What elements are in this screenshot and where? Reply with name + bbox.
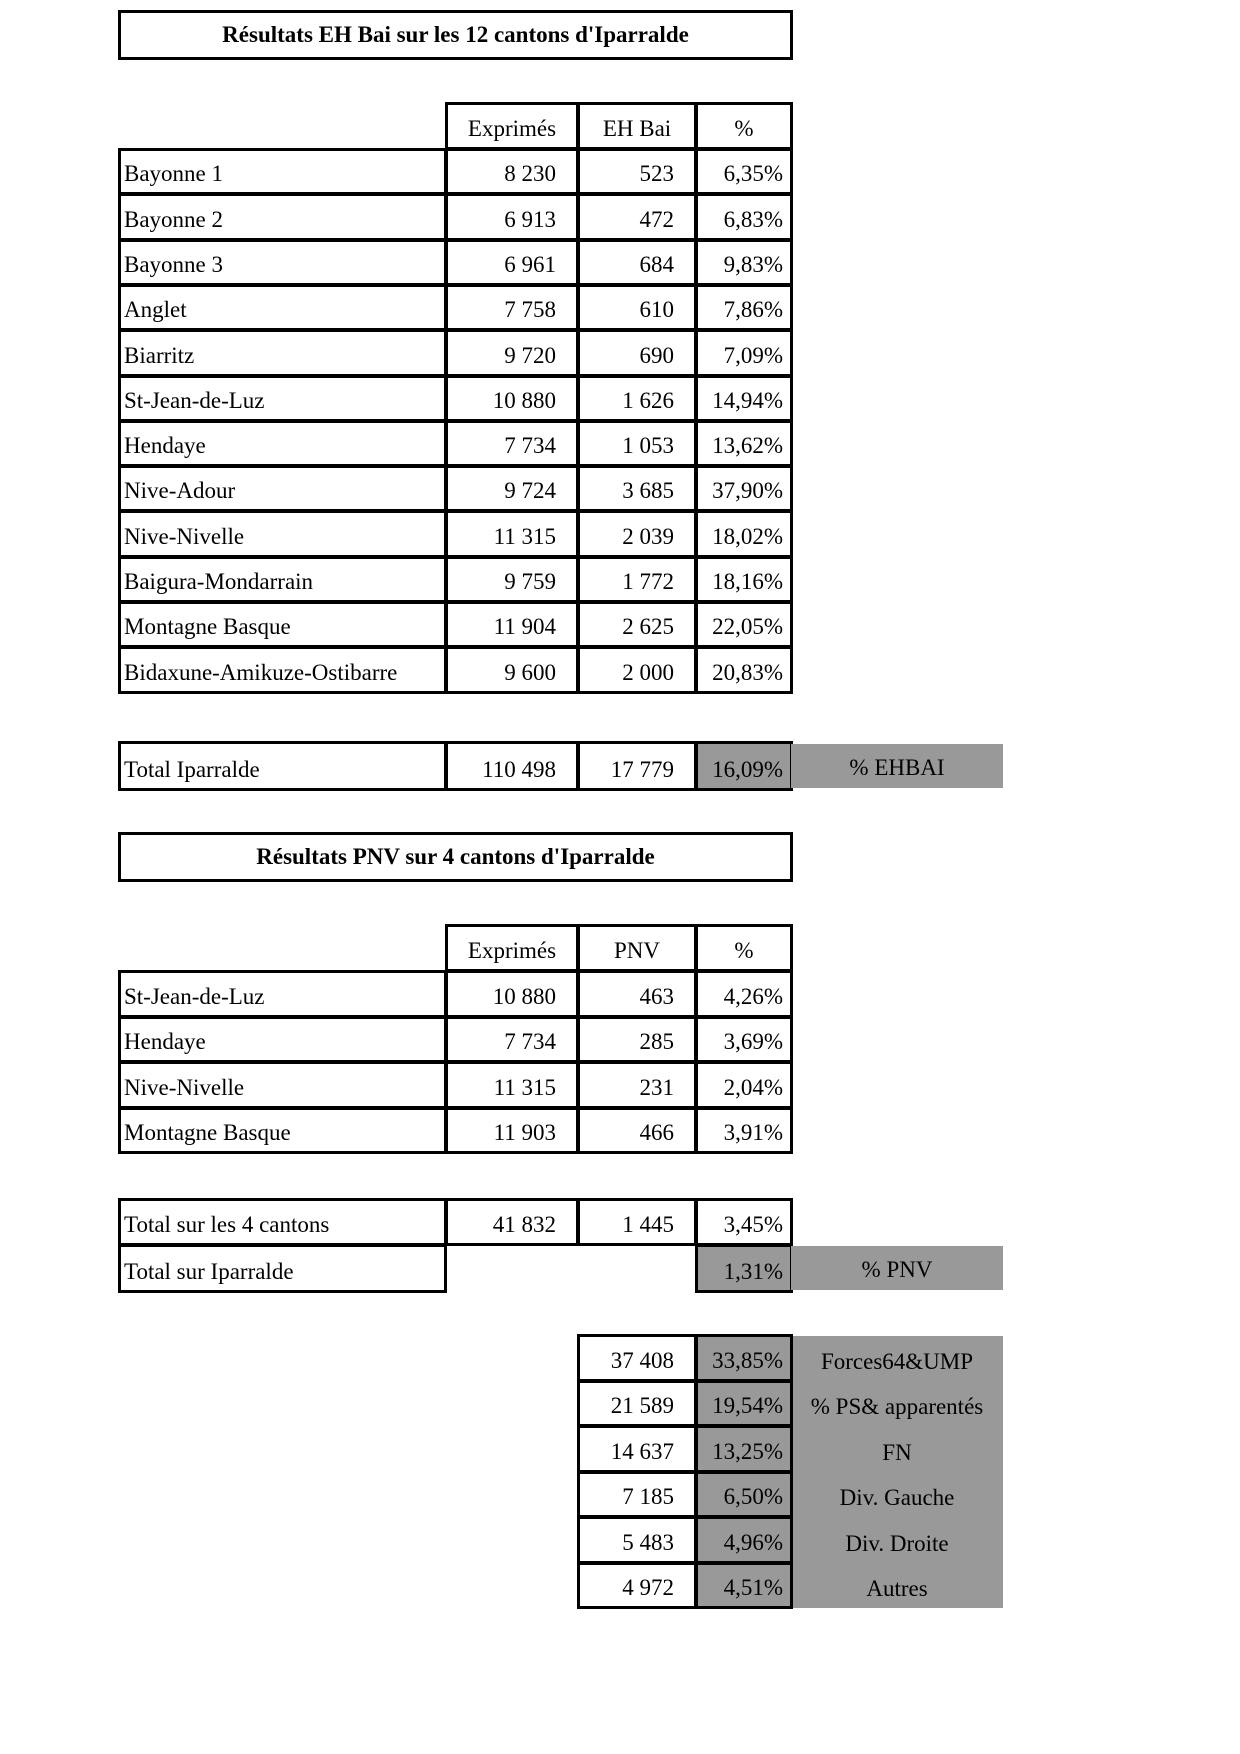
canton-name: Bidaxune-Amikuze-Ostibarre (118, 646, 447, 694)
pnv-votes-value: 463 (577, 970, 697, 1018)
ehbai-votes-value: 684 (577, 239, 697, 286)
canton-name: Anglet (118, 284, 447, 331)
pnv-total4-votes: 1 445 (577, 1198, 697, 1246)
ehbai-shaded-label: % EHBAI (791, 744, 1003, 788)
pnv-shaded-label: % PNV (791, 1246, 1003, 1290)
pnv-canton-name: Nive-Nivelle (118, 1061, 447, 1109)
exprimes-value: 11 904 (445, 601, 579, 648)
ehbai-pct-value: 37,90% (695, 465, 793, 512)
exprimes-value: 9 600 (445, 646, 579, 694)
exprimes-value: 8 230 (445, 148, 579, 195)
other-votes-value: 4 972 (577, 1562, 697, 1609)
other-pct-value: 19,54% (695, 1380, 793, 1427)
canton-name: Montagne Basque (118, 601, 447, 648)
ehbai-pct-value: 18,16% (695, 556, 793, 603)
canton-name: Bayonne 1 (118, 148, 447, 195)
other-party-label: Forces64&UMP (820, 1349, 974, 1374)
ehbai-title: Résultats EH Bai sur les 12 cantons d'Iparralde (118, 10, 793, 60)
exprimes-value: 6 961 (445, 239, 579, 286)
exprimes-value: 9 759 (445, 556, 579, 603)
canton-name: Nive-Nivelle (118, 510, 447, 558)
total-ehbai-pct: 16,09% (695, 741, 793, 791)
ehbai-pct-value: 6,35% (695, 148, 793, 195)
pnv-total-iparralde-pct: 1,31% (695, 1244, 793, 1293)
other-party-label: % PS& apparentés (810, 1394, 984, 1419)
ehbai-votes-value: 3 685 (577, 465, 697, 512)
header-exprimes: Exprimés (445, 102, 579, 150)
pnv-votes-value: 466 (577, 1107, 697, 1154)
pnv-total4-pct: 3,45% (695, 1198, 793, 1246)
pnv-pct-value: 4,26% (695, 970, 793, 1018)
pnv-votes-value: 231 (577, 1061, 697, 1109)
pnv-exprimes-value: 11 903 (445, 1107, 579, 1154)
other-party-label: Autres (866, 1576, 928, 1601)
exprimes-value: 7 758 (445, 284, 579, 331)
pnv-pct-value: 3,91% (695, 1107, 793, 1154)
other-party-label: FN (882, 1440, 912, 1465)
canton-name: Bayonne 3 (118, 239, 447, 286)
canton-name: Nive-Adour (118, 465, 447, 512)
pnv-header-pct: % (695, 924, 793, 972)
total-exprimes: 110 498 (445, 741, 579, 791)
exprimes-value: 10 880 (445, 375, 579, 422)
exprimes-value: 9 720 (445, 329, 579, 377)
exprimes-value: 7 734 (445, 420, 579, 467)
ehbai-votes-value: 1 053 (577, 420, 697, 467)
exprimes-value: 11 315 (445, 510, 579, 558)
other-party-label: Div. Gauche (839, 1485, 955, 1510)
header-pct: % (695, 102, 793, 150)
other-votes-value: 5 483 (577, 1516, 697, 1564)
pnv-votes-value: 285 (577, 1016, 697, 1063)
ehbai-pct-value: 9,83% (695, 239, 793, 286)
header-ehbai: EH Bai (577, 102, 697, 150)
ehbai-votes-value: 690 (577, 329, 697, 377)
other-pct-value: 4,96% (695, 1516, 793, 1564)
pnv-canton-name: Hendaye (118, 1016, 447, 1063)
ehbai-pct-value: 14,94% (695, 375, 793, 422)
other-votes-value: 37 408 (577, 1334, 697, 1382)
ehbai-votes-value: 472 (577, 193, 697, 241)
exprimes-value: 6 913 (445, 193, 579, 241)
pnv-canton-name: Montagne Basque (118, 1107, 447, 1154)
canton-name: Biarritz (118, 329, 447, 377)
pnv-total4-label: Total sur les 4 cantons (118, 1198, 447, 1246)
pnv-pct-value: 2,04% (695, 1061, 793, 1109)
ehbai-votes-value: 523 (577, 148, 697, 195)
total-iparralde-label: Total Iparralde (118, 741, 447, 791)
other-pct-value: 13,25% (695, 1425, 793, 1473)
pnv-title: Résultats PNV sur 4 cantons d'Iparralde (118, 832, 793, 882)
canton-name: St-Jean-de-Luz (118, 375, 447, 422)
canton-name: Bayonne 2 (118, 193, 447, 241)
exprimes-value: 9 724 (445, 465, 579, 512)
ehbai-votes-value: 2 000 (577, 646, 697, 694)
other-party-label: Div. Droite (845, 1531, 949, 1556)
other-votes-value: 21 589 (577, 1380, 697, 1427)
ehbai-votes-value: 1 772 (577, 556, 697, 603)
ehbai-pct-value: 13,62% (695, 420, 793, 467)
ehbai-pct-value: 7,86% (695, 284, 793, 331)
pnv-exprimes-value: 10 880 (445, 970, 579, 1018)
canton-name: Hendaye (118, 420, 447, 467)
other-pct-value: 33,85% (695, 1334, 793, 1382)
canton-name: Baigura-Mondarrain (118, 556, 447, 603)
other-pct-value: 6,50% (695, 1471, 793, 1518)
ehbai-votes-value: 1 626 (577, 375, 697, 422)
pnv-header-pnv: PNV (577, 924, 697, 972)
ehbai-votes-value: 610 (577, 284, 697, 331)
other-pct-value: 4,51% (695, 1562, 793, 1609)
ehbai-pct-value: 22,05% (695, 601, 793, 648)
pnv-canton-name: St-Jean-de-Luz (118, 970, 447, 1018)
pnv-total-iparralde-label: Total sur Iparralde (118, 1244, 447, 1293)
ehbai-votes-value: 2 625 (577, 601, 697, 648)
ehbai-pct-value: 7,09% (695, 329, 793, 377)
other-votes-value: 7 185 (577, 1471, 697, 1518)
pnv-header-exprimes: Exprimés (445, 924, 579, 972)
pnv-total4-exprimes: 41 832 (445, 1198, 579, 1246)
ehbai-pct-value: 20,83% (695, 646, 793, 694)
ehbai-votes-value: 2 039 (577, 510, 697, 558)
pnv-exprimes-value: 11 315 (445, 1061, 579, 1109)
pnv-pct-value: 3,69% (695, 1016, 793, 1063)
ehbai-pct-value: 18,02% (695, 510, 793, 558)
total-ehbai-votes: 17 779 (577, 741, 697, 791)
other-votes-value: 14 637 (577, 1425, 697, 1473)
pnv-exprimes-value: 7 734 (445, 1016, 579, 1063)
ehbai-pct-value: 6,83% (695, 193, 793, 241)
